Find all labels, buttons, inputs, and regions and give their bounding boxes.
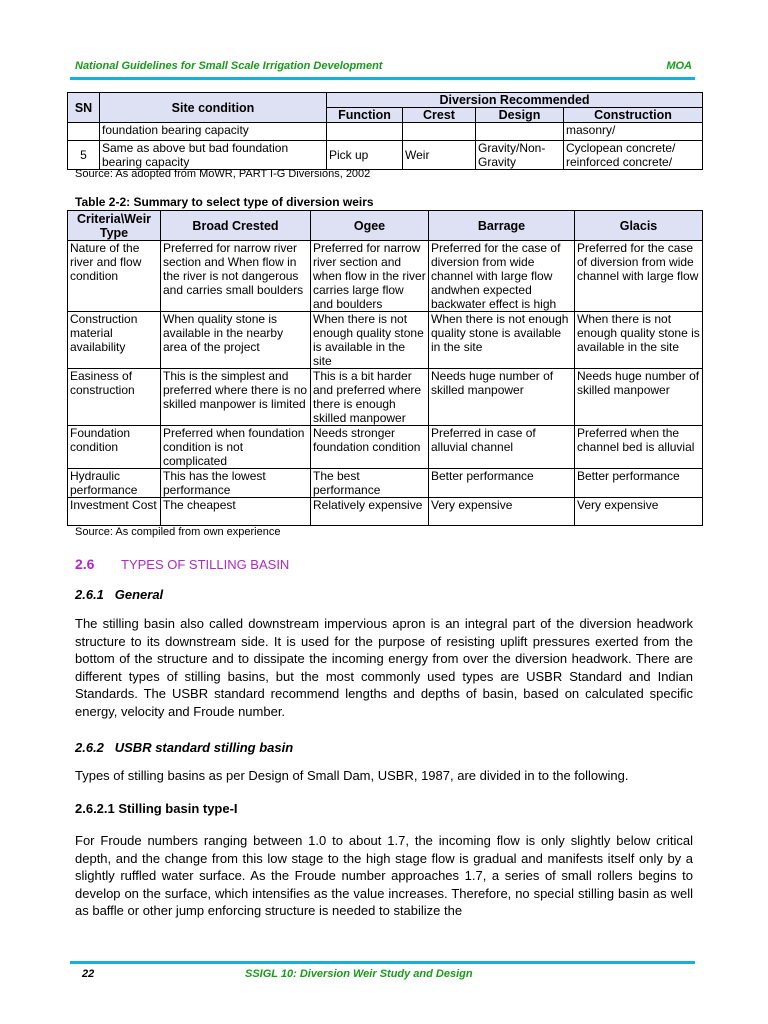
cell: This is the simplest and preferred where there is no skilled manpower is limited: [161, 369, 311, 426]
subsection-2-6-2-heading: 2.6.2 USBR standard stilling basin: [75, 740, 294, 755]
diversion-recommendation-table: [67, 92, 703, 170]
table-row: [68, 241, 703, 312]
cell: Needs stronger foundation condition: [311, 426, 429, 469]
cell: [476, 123, 564, 141]
th-ogee: Ogee: [311, 211, 429, 241]
cell: The best performance: [311, 469, 429, 498]
header-rule: [70, 77, 695, 80]
section-number: 2.6: [75, 556, 95, 572]
cell: Preferred in case of alluvial channel: [429, 426, 575, 469]
th-broad-crested: Broad Crested: [161, 211, 311, 241]
cell: Pick up: [327, 141, 403, 170]
table-row: [68, 469, 703, 498]
paragraph-general: The stilling basin also called downstream impervious apron is an integral part of the diversion headwork structure to its downstream side. It is used for the purpose of resisting uplift pressures exerted from the bottom of the structure and to dissipate the incoming energy from over the diversion headwork. There are different types of stilling basins, but the most commonly used types are USBR Standard and Indian Standards. The USBR standard recommend lengths and depths of basin, based on calculated specific energy, velocity and Froude number.: [75, 616, 693, 719]
cell: Hydraulic performance: [68, 469, 161, 498]
th-sn: SN: [68, 93, 100, 123]
th-design: Design: [476, 108, 564, 123]
cell: When there is not enough quality stone is available in the site: [575, 312, 703, 369]
th-function: Function: [327, 108, 403, 123]
paragraph-usbr-types: Types of stilling basins as per Design of Small Dam, USBR, 1987, are divided in to the following.: [75, 768, 629, 783]
cell: This has the lowest performance: [161, 469, 311, 498]
th-glacis: Glacis: [575, 211, 703, 241]
cell: When there is not enough quality stone is available in the site: [311, 312, 429, 369]
cell: Better performance: [429, 469, 575, 498]
cell: Preferred for narrow river section and When flow in the river is not dangerous and carries small boulders: [161, 241, 311, 312]
cell: Needs huge number of skilled manpower: [429, 369, 575, 426]
cell: foundation bearing capacity: [100, 123, 327, 141]
table-row: [68, 426, 703, 469]
cell: Preferred when the channel bed is alluvial: [575, 426, 703, 469]
table2-source: Source: As compiled from own experience: [75, 526, 281, 538]
cell: Weir: [403, 141, 476, 170]
cell: Preferred for the case of diversion from wide channel with large flow andwhen expected backwater effect is high: [429, 241, 575, 312]
cell: Better performance: [575, 469, 703, 498]
th-criteria: Criteria\Weir Type: [68, 211, 161, 241]
cell: [403, 123, 476, 141]
cell: Needs huge number of skilled manpower: [575, 369, 703, 426]
cell: Preferred when foundation condition is not complicated: [161, 426, 311, 469]
cell: When quality stone is available in the nearby area of the project: [161, 312, 311, 369]
cell: Nature of the river and flow condition: [68, 241, 161, 312]
table-row: [68, 123, 703, 141]
cell: Foundation condition: [68, 426, 161, 469]
th-construction: Construction: [564, 108, 703, 123]
cell: Cyclopean concrete/ reinforced concrete/: [564, 141, 703, 170]
header-org: MOA: [666, 60, 692, 72]
page-number: 22: [82, 968, 95, 980]
th-crest: Crest: [403, 108, 476, 123]
cell: Relatively expensive: [311, 498, 429, 526]
table1-source: Source: As adopted from MoWR, PART I-G Diversions, 2002: [75, 168, 371, 180]
cell: This is a bit harder and preferred where there is enough skilled manpower: [311, 369, 429, 426]
cell: [327, 123, 403, 141]
th-diversion-recommended: Diversion Recommended: [327, 93, 703, 108]
cell: Same as above but bad foundation bearing capacity: [100, 141, 327, 170]
footer-rule: [70, 961, 695, 964]
cell: Easiness of construction: [68, 369, 161, 426]
table-row: [68, 312, 703, 369]
cell: Very expensive: [429, 498, 575, 526]
th-site-condition: Site condition: [100, 93, 327, 123]
subsection-2-6-2-1-heading: 2.6.2.1 Stilling basin type-I: [75, 801, 238, 816]
cell: Gravity/Non-Gravity: [476, 141, 564, 170]
cell: The cheapest: [161, 498, 311, 526]
cell: Preferred for narrow river section and when flow in the river carries large flow and boulders: [311, 241, 429, 312]
table-row: [68, 369, 703, 426]
table-row: [68, 141, 703, 170]
cell: masonry/: [564, 123, 703, 141]
cell: When there is not enough quality stone is available in the site: [429, 312, 575, 369]
table-row: [68, 498, 703, 526]
cell: Construction material availability: [68, 312, 161, 369]
cell: Investment Cost: [68, 498, 161, 526]
page-header: [75, 60, 692, 72]
header-title: National Guidelines for Small Scale Irrigation Development: [75, 60, 383, 72]
footer-title: SSIGL 10: Diversion Weir Study and Design: [245, 968, 473, 980]
cell: [68, 123, 100, 141]
section-title: TYPES OF STILLING BASIN: [121, 557, 290, 572]
table2-caption: Table 2-2: Summary to select type of diversion weirs: [75, 195, 374, 209]
paragraph-type-i: For Froude numbers ranging between 1.0 to about 1.7, the incoming flow is only slightly below critical depth, and the change from this low stage to the high stage flow is gradual and manifests itself only by a slightly ruffled water surface. As the Froude number approaches 1.7, a series of small rollers begins to develop on the surface, which intensifies as the value increases. Therefore, no special stilling basin as well as baffle or other jump enforcing structure is needed to stabilize the: [75, 833, 693, 918]
weir-selection-table: [67, 210, 703, 526]
cell: Preferred for the case of diversion from wide channel with large flow: [575, 241, 703, 312]
cell: Very expensive: [575, 498, 703, 526]
cell: 5: [68, 141, 100, 170]
th-barrage: Barrage: [429, 211, 575, 241]
subsection-2-6-1-heading: 2.6.1 General: [75, 587, 164, 602]
